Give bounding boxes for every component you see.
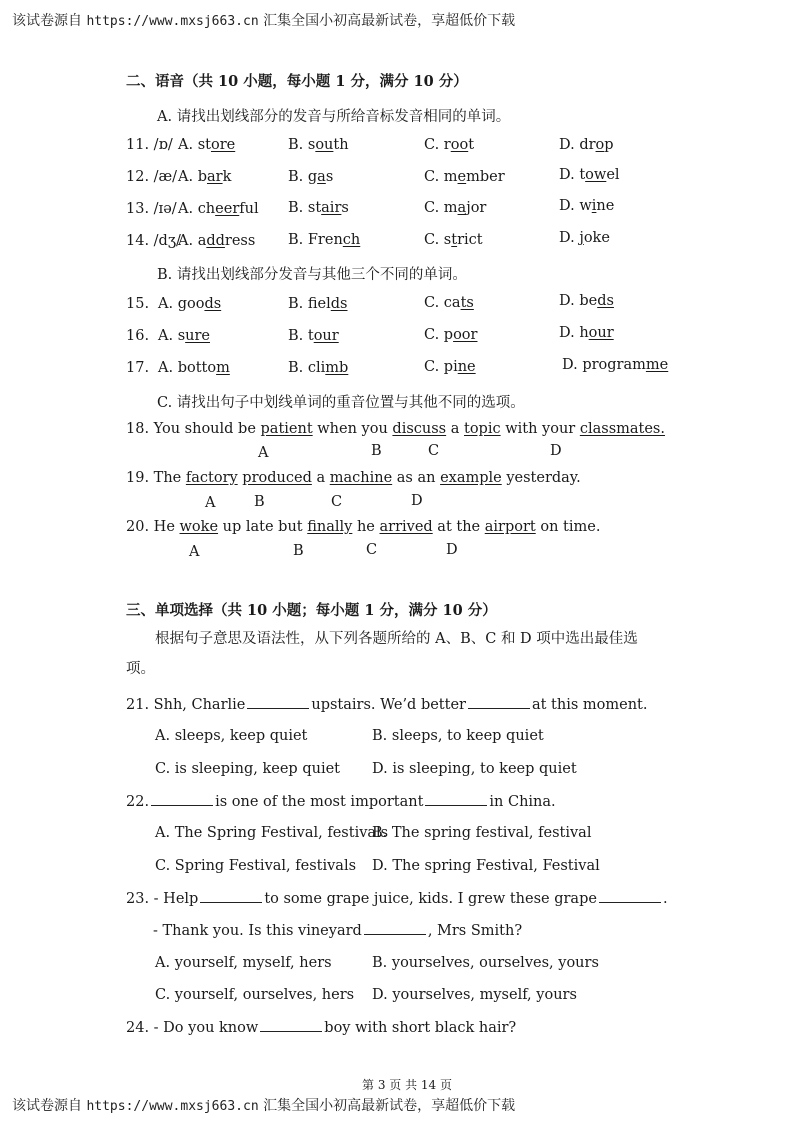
- q22-option-c[interactable]: C. Spring Festival, festivals: [155, 858, 357, 874]
- q13-option-b[interactable]: B. stairs: [288, 200, 349, 216]
- q14-number: 14. /dʒ/: [126, 233, 181, 249]
- q21-option-c[interactable]: C. is sleeping, keep quiet: [155, 761, 340, 777]
- q23-stem-line1: 23. - Help to some grape juice, kids. I grew these grape .: [126, 891, 668, 907]
- page-number: 第 3 页 共 14 页: [362, 1078, 452, 1092]
- q19-sentence: 19. The factory produced a machine as an example yesterday.: [126, 470, 581, 486]
- q16-option-c[interactable]: C. poor: [424, 327, 478, 343]
- q11-option-c[interactable]: C. root: [424, 137, 475, 153]
- q23-option-b[interactable]: B. yourselves, ourselves, yours: [372, 955, 599, 971]
- section-3-intro-line1: 根据句子意思及语法性，从下列各题所给的 A、B、C 和 D 项中选出最佳选: [155, 631, 638, 647]
- part-c-instruction: C. 请找出句子中划线单词的重音位置与其他不同的选项。: [157, 395, 525, 411]
- q22-stem: 22. is one of the most important in China.: [126, 794, 556, 810]
- bottom-source-banner: [12, 1095, 515, 1115]
- q12-option-d[interactable]: D. towel: [559, 167, 620, 183]
- q11-option-d[interactable]: D. drop: [559, 137, 614, 153]
- q22-blank-1[interactable]: [151, 793, 213, 806]
- banner-suffix: 汇集全国小初高最新试卷，享超低价下载: [263, 13, 516, 29]
- section-3-intro-line2: 项。: [126, 661, 155, 677]
- q16-option-a[interactable]: A. sure: [158, 328, 210, 344]
- q13-option-a[interactable]: A. cheerful: [178, 201, 259, 217]
- q17-option-c[interactable]: C. pine: [424, 359, 476, 375]
- q23-blank-2[interactable]: [599, 890, 661, 903]
- q20-sentence: 20. He woke up late but finally he arrived at the airport on time.: [126, 519, 601, 535]
- q22-blank-2[interactable]: [425, 793, 487, 806]
- q15-option-a[interactable]: A. goods: [158, 296, 222, 312]
- q18-sentence: 18. You should be patient when you discuss a topic with your classmates.: [126, 421, 665, 437]
- q11-option-a[interactable]: A. store: [178, 137, 236, 153]
- q21-blank-1[interactable]: [247, 696, 309, 709]
- q20-letter-d[interactable]: D: [446, 542, 458, 558]
- part-a-instruction: A. 请找出划线部分的发音与所给音标发音相同的单词。: [157, 109, 511, 125]
- section-3-title: 三、单项选择（共 10 小题；每小题 1 分，满分 10 分）: [126, 602, 497, 619]
- q14-option-a[interactable]: A. address: [178, 233, 256, 249]
- q23-option-c[interactable]: C. yourself, ourselves, hers: [155, 987, 355, 1003]
- q23-option-d[interactable]: D. yourselves, myself, yours: [372, 987, 577, 1003]
- q16-number: 16.: [126, 328, 150, 344]
- q23-option-a[interactable]: A. yourself, myself, hers: [155, 955, 332, 971]
- q18-letter-c[interactable]: C: [428, 443, 440, 459]
- q23-stem-line2: - Thank you. Is this vineyard , Mrs Smith?: [153, 923, 523, 939]
- q15-option-c[interactable]: C. cats: [424, 295, 474, 311]
- q15-option-b[interactable]: B. fields: [288, 296, 348, 312]
- q14-option-b[interactable]: B. French: [288, 232, 361, 248]
- q13-option-d[interactable]: D. wine: [559, 198, 615, 214]
- q24-blank-1[interactable]: [260, 1019, 322, 1032]
- q17-number: 17.: [126, 360, 150, 376]
- q23-blank-1[interactable]: [200, 890, 262, 903]
- q19-letter-c[interactable]: C: [331, 494, 343, 510]
- q14-option-c[interactable]: C. strict: [424, 232, 483, 248]
- q21-blank-2[interactable]: [468, 696, 530, 709]
- q22-option-d[interactable]: D. The spring Festival, Festival: [372, 858, 600, 874]
- q16-option-b[interactable]: B. tour: [288, 328, 339, 344]
- q20-letter-c[interactable]: C: [366, 542, 378, 558]
- q11-option-b[interactable]: B. south: [288, 137, 349, 153]
- q19-letter-a[interactable]: A: [205, 495, 216, 511]
- q23-blank-3[interactable]: [364, 922, 426, 935]
- q21-stem: 21. Shh, Charlie upstairs. We’d better at this moment.: [126, 697, 648, 713]
- q12-option-b[interactable]: B. gas: [288, 169, 334, 185]
- q19-letter-d[interactable]: D: [411, 493, 423, 509]
- q12-option-a[interactable]: A. bark: [178, 169, 232, 185]
- banner-prefix: 该试卷源自: [12, 1098, 82, 1114]
- q20-letter-b[interactable]: B: [293, 543, 304, 559]
- q11-number: 11. /ɒ/: [126, 137, 173, 153]
- q18-letter-d[interactable]: D: [550, 443, 562, 459]
- q12-option-c[interactable]: C. member: [424, 169, 505, 185]
- banner-suffix: 汇集全国小初高最新试卷，享超低价下载: [263, 1098, 516, 1114]
- q15-number: 15.: [126, 296, 150, 312]
- q19-letter-b[interactable]: B: [254, 494, 265, 510]
- banner-prefix: 该试卷源自: [12, 13, 82, 29]
- q13-option-c[interactable]: C. major: [424, 200, 487, 216]
- q21-option-a[interactable]: A. sleeps, keep quiet: [155, 728, 308, 744]
- q17-option-d[interactable]: D. programme: [562, 357, 669, 373]
- section-2-title: 二、语音（共 10 小题，每小题 1 分，满分 10 分）: [126, 73, 468, 90]
- q16-option-d[interactable]: D. hour: [559, 325, 614, 341]
- q15-option-d[interactable]: D. beds: [559, 293, 614, 309]
- top-source-banner: [12, 10, 515, 30]
- q24-stem: 24. - Do you know boy with short black hair?: [126, 1020, 517, 1036]
- q21-option-d[interactable]: D. is sleeping, to keep quiet: [372, 761, 577, 777]
- q22-option-b[interactable]: B. The spring festival, festival: [372, 825, 592, 841]
- q17-option-b[interactable]: B. climb: [288, 360, 349, 376]
- q14-option-d[interactable]: D. joke: [559, 230, 610, 246]
- banner-link[interactable]: https://www.mxsj663.cn: [86, 14, 259, 29]
- q17-option-a[interactable]: A. bottom: [158, 360, 230, 376]
- banner-link[interactable]: https://www.mxsj663.cn: [86, 1099, 259, 1114]
- q12-number: 12. /æ/: [126, 169, 178, 185]
- q22-option-a[interactable]: A. The Spring Festival, festivals: [155, 825, 389, 841]
- q21-option-b[interactable]: B. sleeps, to keep quiet: [372, 728, 544, 744]
- q18-letter-b[interactable]: B: [371, 443, 382, 459]
- q20-letter-a[interactable]: A: [189, 544, 200, 560]
- part-b-instruction: B. 请找出划线部分发音与其他三个不同的单词。: [157, 267, 467, 283]
- q13-number: 13. /ɪə/: [126, 201, 177, 217]
- q18-letter-a[interactable]: A: [258, 445, 269, 461]
